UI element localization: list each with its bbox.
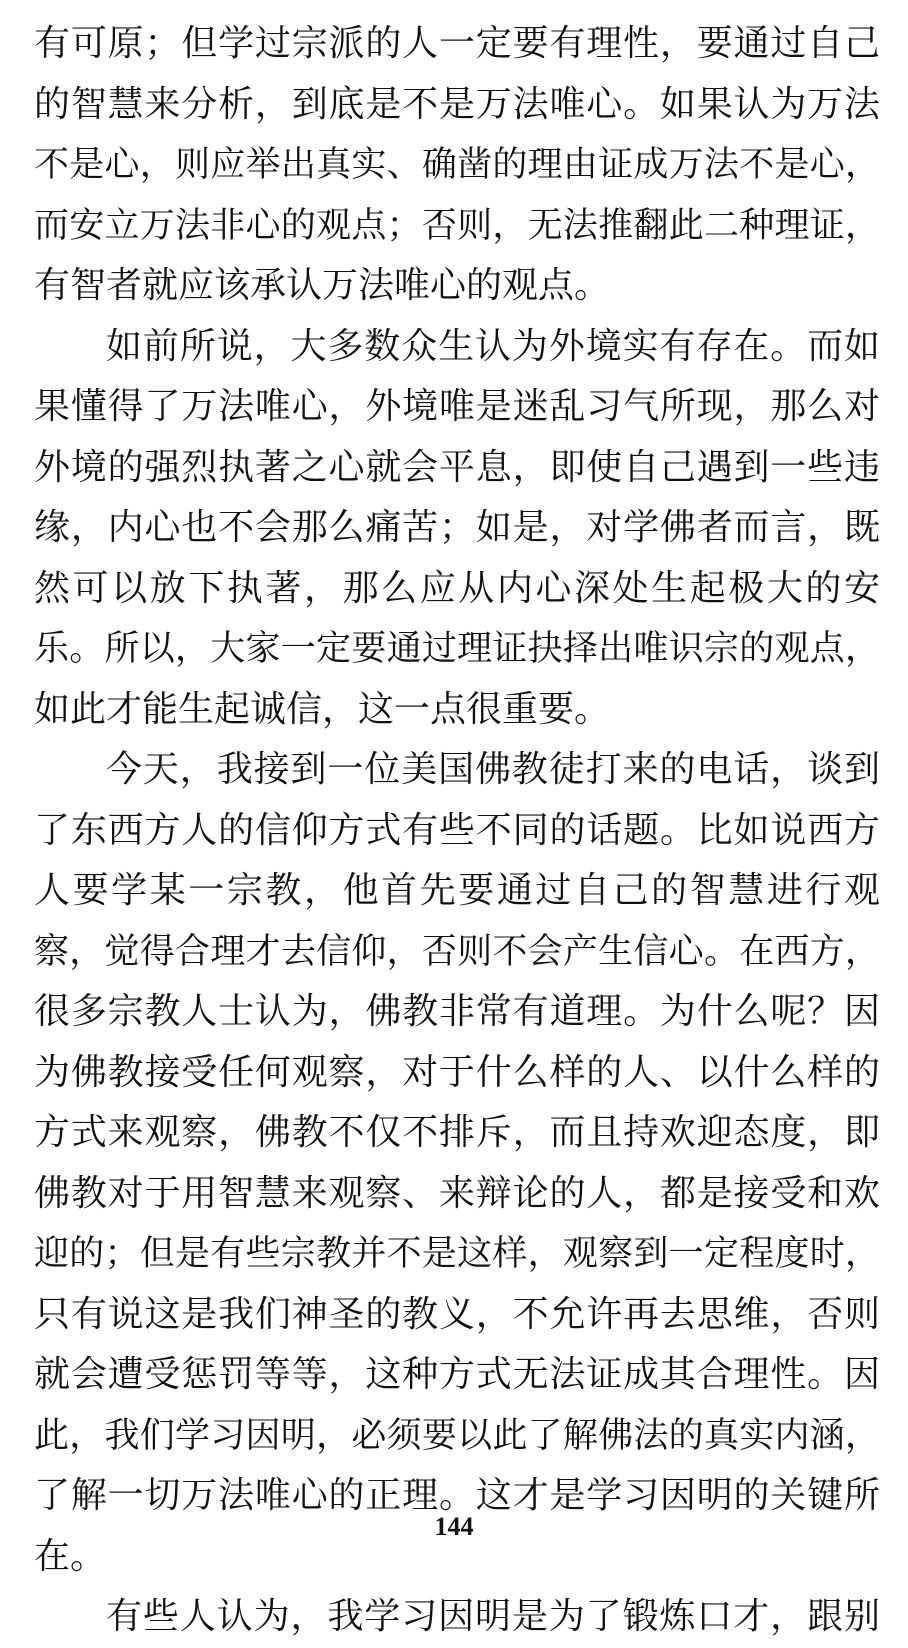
text-line: 察，觉得合理才去信仰，否则不会产生信心。在西方， (34, 931, 880, 972)
text-line: 了东西方人的信仰方式有些不同的话题。比如说西方 (34, 809, 880, 851)
text-line: 外境的强烈执著之心就会平息，即使自己遇到一些违 (34, 446, 880, 488)
text-line: 就会遭受惩罚等等，这种方式无法证成其合理性。因 (34, 1354, 880, 1395)
page-number: 144 (434, 1512, 474, 1541)
paragraph-start-line: 今天，我接到一位美国佛教徒打来的电话，谈到 (106, 749, 880, 790)
text-line: 在。 (34, 1535, 107, 1577)
text-line: 如此才能生起诚信，这一点很重要。 (34, 688, 611, 730)
text-line: 只有说这是我们神圣的教义，不允许再去思维，否则 (34, 1293, 880, 1335)
text-line: 有可原；但学过宗派的人一定要有理性，要通过自己 (34, 23, 880, 64)
text-line: 迎的；但是有些宗教并不是这样，观察到一定程度时， (34, 1234, 880, 1274)
text-line: 方式来观察，佛教不仅不排斥，而且持欢迎态度，即 (34, 1112, 880, 1153)
text-line: 佛教对于用智慧来观察、来辩论的人，都是接受和欢 (34, 1172, 880, 1214)
text-line: 很多宗教人士认为，佛教非常有道理。为什么呢？因 (34, 991, 880, 1032)
text-line: 乐。所以，大家一定要通过理证抉择出唯识宗的观点， (34, 629, 880, 669)
text-line: 此，我们学习因明，必须要以此了解佛法的真实内涵， (34, 1415, 880, 1456)
paragraph-start-line: 如前所说，大多数众生认为外境实有存在。而如 (106, 325, 880, 367)
text-line: 人要学某一宗教，他首先要通过自己的智慧进行观 (34, 870, 880, 911)
text-line: 而安立万法非心的观点；否则，无法推翻此二种理证， (34, 205, 880, 246)
text-line: 为佛教接受任何观察，对于什么样的人、以什么样的 (34, 1051, 880, 1093)
body-text (34, 14, 880, 1648)
text-line: 有智者就应该承认万法唯心的观点。 (34, 265, 611, 306)
text-line: 然可以放下执著，那么应从内心深处生起极大的安 (34, 567, 880, 609)
text-line: 的智慧来分析，到底是不是万法唯心。如果认为万法 (34, 83, 880, 125)
text-line: 缘，内心也不会那么痛苦；如是，对学佛者而言，既 (34, 507, 880, 548)
paragraph-start-line: 有些人认为，我学习因明是为了锻炼口才，跟别 (106, 1596, 880, 1637)
text-line: 了解一切万法唯心的正理。这才是学习因明的关键所 (34, 1475, 880, 1516)
text-line: 果懂得了万法唯心，外境唯是迷乱习气所现，那么对 (34, 386, 880, 427)
text-line: 不是心，则应举出真实、确凿的理由证成万法不是心， (34, 145, 880, 185)
